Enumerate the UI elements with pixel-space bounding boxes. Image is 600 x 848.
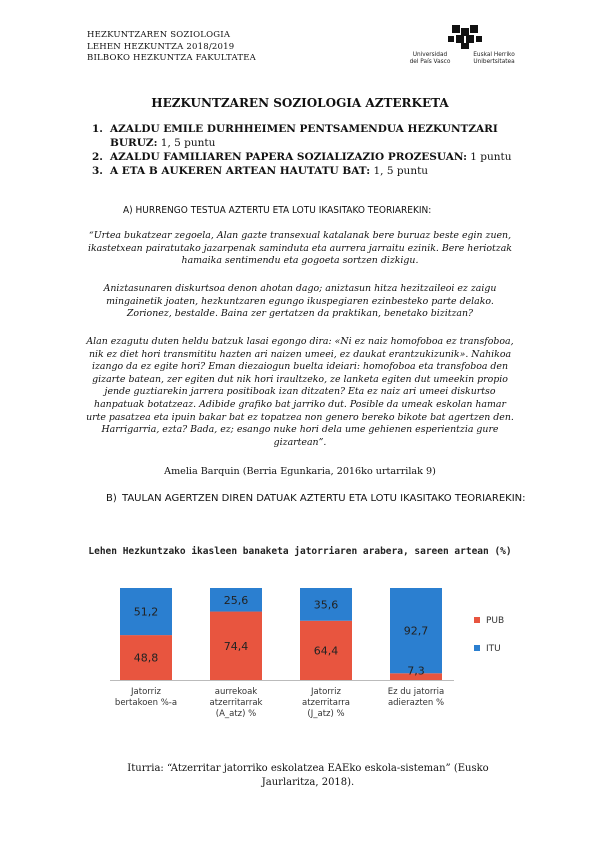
- question-item: [92, 150, 522, 164]
- header-line-2: LEHEN HEZKUNTZA 2018/2019: [87, 41, 235, 52]
- data-label-pub: 64,4: [313, 644, 339, 658]
- stacked-bar-chart: [90, 580, 530, 720]
- question-text: AZALDU EMILE DURHHEIMEN PENTSAMENDUA HEZKUNTZARI BURUZ:: [110, 123, 498, 149]
- category-label: atzerritarrak: [209, 698, 263, 708]
- university-logo: [400, 24, 530, 74]
- section-a-heading: A) HURRENGO TESTUA AZTERTU ETA LOTU IKASITAKO TEORIAREKIN:: [123, 205, 432, 216]
- category-label: aurrekoak: [214, 687, 258, 697]
- exam-title: HEZKUNTZAREN SOZIOLOGIA AZTERKETA: [151, 96, 449, 110]
- question-number: 3.: [92, 165, 103, 177]
- header-line-3: BILBOKO HEZKUNTZA FAKULTATEA: [87, 53, 256, 63]
- legend-label: PUB: [486, 616, 505, 626]
- section-b-label: B): [106, 493, 117, 504]
- question-text: A ETA B AUKEREN ARTEAN HAUTATU BAT:: [110, 165, 371, 177]
- legend-swatch: [474, 645, 480, 651]
- question-item: [92, 164, 522, 178]
- question-number: 1.: [92, 123, 103, 135]
- question-points: 1, 5 puntu: [370, 165, 429, 177]
- legend-swatch: [474, 617, 480, 623]
- data-label-pub: 7,3: [407, 664, 425, 678]
- category-label: Ez du jatorria: [387, 687, 445, 697]
- question-points: 1, 5 puntu: [157, 137, 216, 149]
- logo-text-es-1: Universidad: [412, 52, 448, 58]
- question-item: [92, 122, 522, 150]
- category-label: Jatorriz: [131, 687, 161, 697]
- category-label: Jatorriz: [311, 687, 341, 697]
- data-label-itu: 35,6: [313, 598, 339, 612]
- category-label: atzerritarra: [301, 698, 351, 708]
- data-label-pub: 74,4: [223, 639, 249, 653]
- section-b-text: TAULAN AGERTZEN DIREN DATUAK AZTERTU ETA LOTU IKASITAKO TEORIAREKIN:: [122, 493, 526, 504]
- question-list: [92, 122, 522, 178]
- question-text: AZALDU FAMILIAREN PAPERA SOZIALIZAZIO PROZESUAN:: [110, 151, 467, 163]
- logo-text-eu-1: Euskal Herriko: [473, 52, 515, 58]
- legend-label: ITU: [486, 644, 501, 654]
- header-line-1: HEZKUNTZAREN SOZIOLOGIA: [87, 30, 231, 40]
- data-label-pub: 48,8: [133, 651, 159, 665]
- text-citation: Amelia Barquin (Berria Egunkaria, 2016ko urtarrilak 9): [164, 466, 436, 477]
- data-label-itu: 25,6: [223, 593, 249, 607]
- category-label: (J_atz) %: [307, 709, 345, 719]
- category-label: bertakoen %-a: [114, 698, 178, 708]
- data-label-itu: 92,7: [403, 624, 429, 638]
- question-points: 1 puntu: [466, 151, 512, 163]
- logo-text-eu-2: Unibertsitatea: [473, 59, 515, 65]
- question-number: 2.: [92, 151, 103, 163]
- logo-emblem-icon: [430, 24, 500, 50]
- text-paragraph-2: Aniztasunaren diskurtsoa denon ahotan dago; aniztasun hitza hezitzaileoi ez zaigu mingainetik joaten, hezkuntzaren egungo ikuspegiaren ezinbesteko parte delako. Zorionez, bestalde. Baina zer gertatzen da praktikan, benetako bizitzan?: [103, 283, 497, 320]
- text-paragraph-1: “Urtea bukatzear zegoela, Alan gazte transexual katalanak bere buruaz beste egin zuen, ikastetxean pairatutako jazarpenak saminduta eta aurrera jarraitu ezinik. Bere heriotzak hamaika sentimendu eta gogoeta sortzen dizkigu.: [88, 230, 512, 267]
- category-label: adierazten %: [387, 698, 445, 708]
- section-b-heading: [106, 492, 526, 505]
- chart-source: Iturria: “Atzerritar jatorriko eskolatzea EAEko eskola-sisteman” (Eusko Jaurlaritza, 2018).: [127, 763, 489, 788]
- data-label-itu: 51,2: [133, 605, 159, 619]
- chart-title: Lehen Hezkuntzako ikasleen banaketa jatorriaren arabera, sareen artean (%): [88, 546, 512, 557]
- category-label: (A_atz) %: [215, 709, 257, 719]
- text-paragraph-3: Alan ezagutu duten heldu batzuk lasai egongo dira: «Ni ez naiz homofoboa ez transfoboa, nik ez diet hori transmititu hazten ari naizen umeei, ez daukat erantzukizunik». Nahikoa izango da ez egite hori? Eman diezaiogun buelta ideiari: homofoboa eta transfoboa den gizarte batean, zer egiten dut nik hori iraultzeko, ze lanketa egiten dut umeekin propio jende guztiarekin jarrera positiboak izan ditzaten? Eta ez naiz ari umeei diskurtso hanpatuak botatzeaz. Adibide grafiko bat jarriko dut. Posible da umeak eskolan hamar urte pasatzea eta ipuin bakar bat ez topatzea non genero bereko bikote bat agertzen den. Harrigarria, ezta? Bada, ez; esango nuke hori dela ume gehienen esperientzia gure gizartean”.: [86, 336, 514, 448]
- logo-text-es-2: del País Vasco: [409, 59, 451, 65]
- document-header: [87, 30, 256, 65]
